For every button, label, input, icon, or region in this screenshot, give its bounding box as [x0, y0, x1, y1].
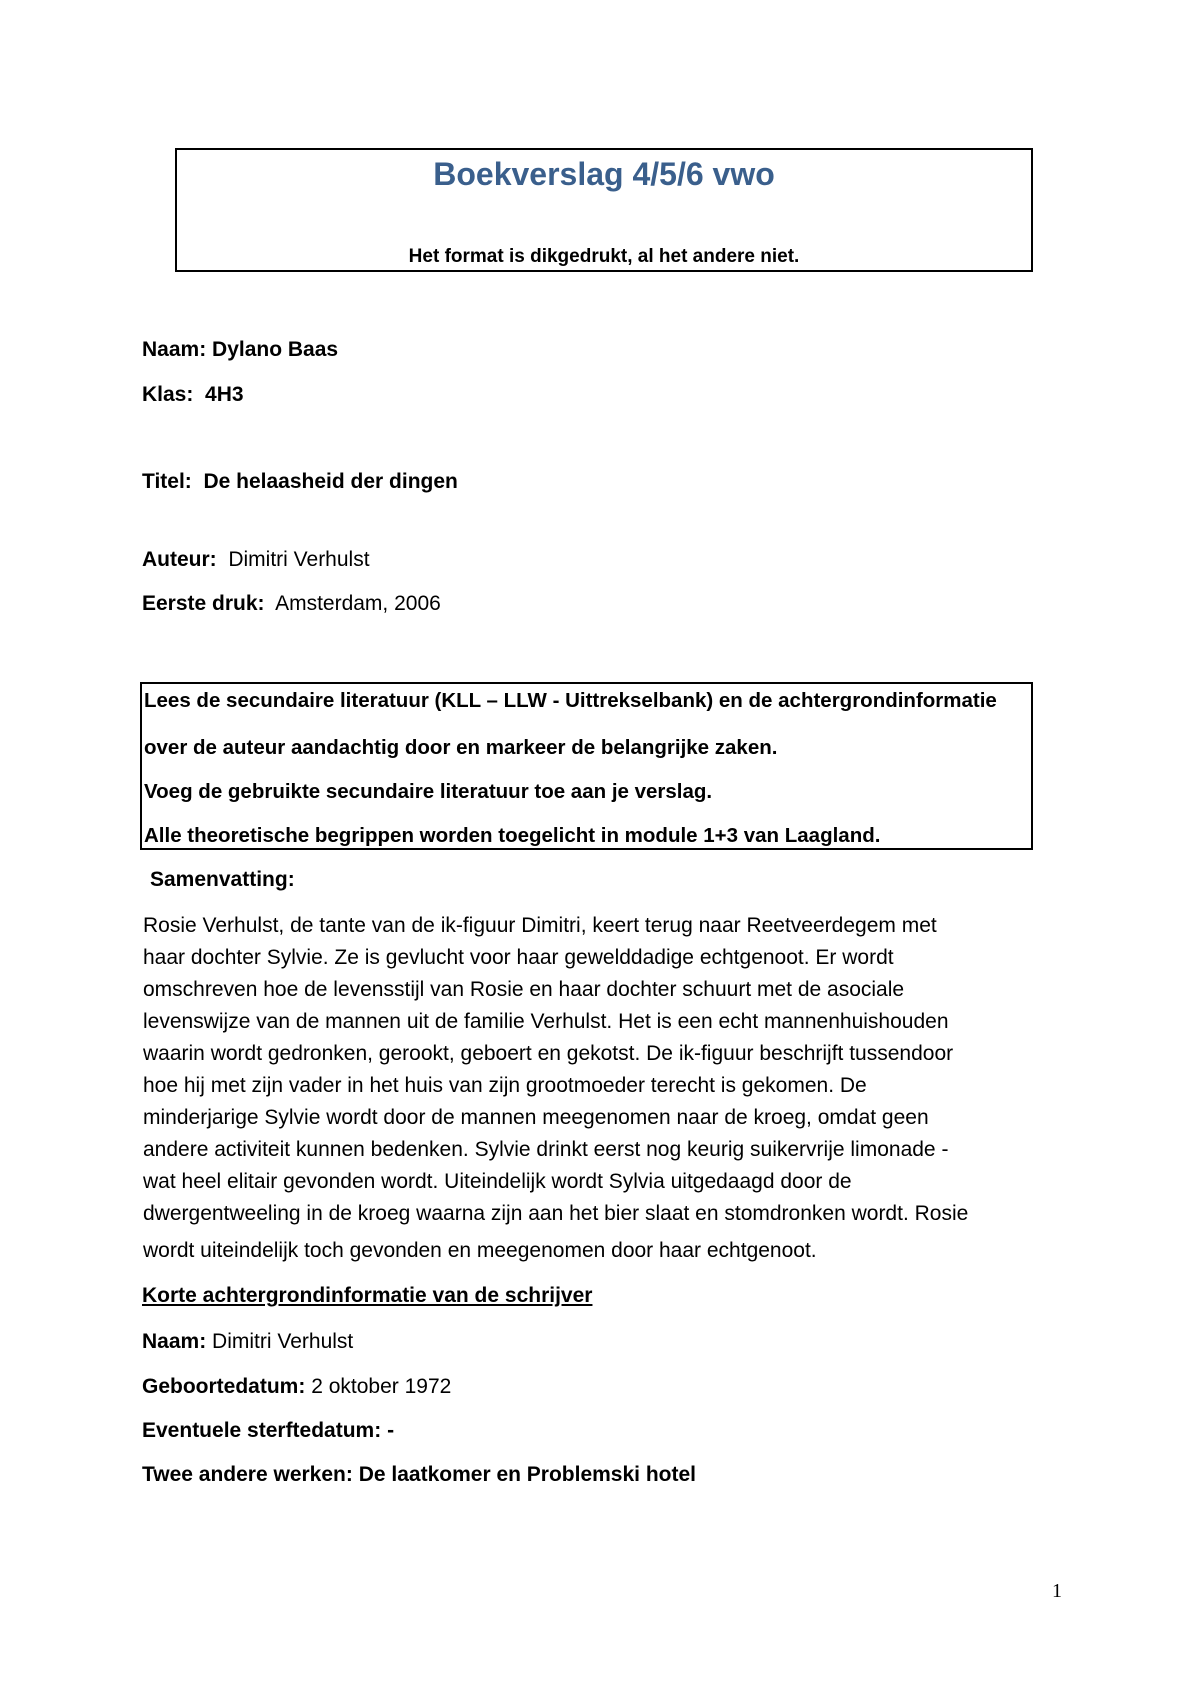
- book-author-value: Dimitri Verhulst: [228, 548, 370, 571]
- author-death-value: -: [387, 1419, 395, 1442]
- instruction-line: Alle theoretische begrippen worden toegelicht in module 1+3 van Laagland.: [144, 824, 881, 847]
- author-name-label: Naam:: [142, 1330, 207, 1353]
- author-works-label: Twee andere werken:: [142, 1463, 353, 1486]
- author-birth-value: 2 oktober 1972: [311, 1375, 452, 1398]
- author-birth-label: Geboortedatum:: [142, 1375, 306, 1398]
- book-title-label: Titel:: [142, 470, 192, 493]
- book-author-label: Auteur:: [142, 548, 217, 571]
- summary-text: [143, 910, 1043, 1267]
- instructions-box: [140, 682, 1033, 850]
- summary-line: levenswijze van de mannen uit de familie Verhulst. Het is een echt mannenhuishouden: [143, 1010, 949, 1033]
- student-name-label: Naam:: [142, 338, 207, 361]
- book-title-value: De helaasheid der dingen: [203, 470, 458, 493]
- book-first-print-label: Eerste druk:: [142, 592, 265, 615]
- summary-line: andere activiteit kunnen bedenken. Sylvie drinkt eerst nog keurig suikervrije limonade -: [143, 1138, 949, 1161]
- document-title: Boekverslag 4/5/6 vwo: [433, 156, 775, 192]
- instruction-line: over de auteur aandachtig door en markeer de belangrijke zaken.: [144, 736, 778, 759]
- student-class-field: [142, 383, 244, 407]
- summary-line: hoe hij met zijn vader in het huis van zijn grootmoeder terecht is gekomen. De: [143, 1074, 867, 1097]
- summary-line: dwergentweeling in de kroeg waarna zijn aan het bier slaat en stomdronken wordt. Rosie: [143, 1202, 969, 1225]
- author-birth-field: [142, 1375, 451, 1399]
- summary-line: minderjarige Sylvie wordt door de mannen meegenomen naar de kroeg, omdat geen: [143, 1106, 929, 1129]
- student-name-field: [142, 338, 338, 362]
- document-subtitle: Het format is dikgedrukt, al het andere niet.: [408, 246, 800, 267]
- instruction-line: Lees de secundaire literatuur (KLL – LLW - Uittrekselbank) en de achtergrondinformatie: [144, 689, 997, 712]
- author-works-field: [142, 1463, 696, 1487]
- instruction-line: Voeg de gebruikte secundaire literatuur toe aan je verslag.: [144, 780, 713, 803]
- book-author-field: [142, 548, 370, 572]
- summary-line: haar dochter Sylvie. Ze is gevlucht voor haar gewelddadige echtgenoot. Er wordt: [143, 946, 894, 969]
- author-works-value: De laatkomer en Problemski hotel: [358, 1463, 697, 1486]
- author-background-heading: Korte achtergrondinformatie van de schrijver: [142, 1284, 593, 1307]
- summary-line: omschreven hoe de levensstijl van Rosie en haar dochter schuurt met de asociale: [143, 978, 905, 1001]
- summary-line: wat heel elitair gevonden wordt. Uiteindelijk wordt Sylvia uitgedaagd door de: [143, 1170, 852, 1193]
- author-name-value: Dimitri Verhulst: [212, 1330, 354, 1353]
- title-box: [175, 148, 1033, 272]
- book-first-print-value: Amsterdam, 2006: [275, 592, 441, 615]
- student-name-value: Dylano Baas: [212, 338, 339, 361]
- author-death-field: [142, 1419, 394, 1443]
- summary-line: waarin wordt gedronken, gerookt, geboert en gekotst. De ik-figuur beschrijft tussendoor: [143, 1042, 954, 1065]
- author-name-field: [142, 1330, 353, 1354]
- summary-line: Rosie Verhulst, de tante van de ik-figuur Dimitri, keert terug naar Reetveerdegem met: [143, 914, 937, 937]
- author-death-label: Eventuele sterftedatum:: [142, 1419, 382, 1442]
- summary-heading: Samenvatting:: [150, 868, 295, 891]
- student-class-label: Klas:: [142, 383, 194, 406]
- student-class-value: 4H3: [205, 383, 244, 406]
- book-title-field: [142, 470, 458, 494]
- page-number: 1: [1052, 1580, 1062, 1602]
- summary-line: wordt uiteindelijk toch gevonden en meegenomen door haar echtgenoot.: [143, 1239, 817, 1262]
- book-first-print-field: [142, 592, 441, 616]
